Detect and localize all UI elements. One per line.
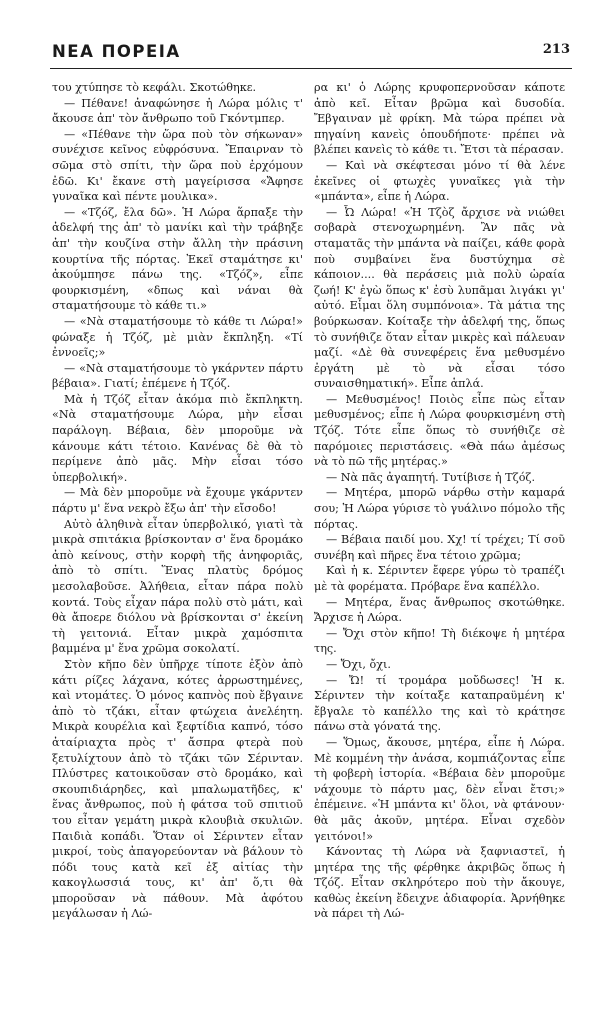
paragraph: — Ὄχι, ὄχι. xyxy=(326,657,391,671)
paragraph: — Πέθανε! ἀναφώνησε ἡ Λώρα μόλις τ' ἄκουσε ἀπ' τὸν ἄνθρωπο τοῦ Γκόντμπερ. xyxy=(52,96,303,126)
page-number: 213 xyxy=(542,42,570,57)
paragraph: Αὐτὸ ἀληθινὰ εἶταν ὑπερβολικό, γιατὶ τὰ μικρὰ σπιτάκια βρίσκονταν σ' ἕνα δρομάκο ἀπὸ κείνους, στὴν κορφὴ τῆς ἀνηφοριᾶς, ἀπὸ τὸ σπίτι. Ἕνας πλατὺς δρόμος μεσολαβοῦσε. Ἀλήθεια, εἶταν πάρα πολὺ κοντά. Τοὺς εἶχαν πάρα πολὺ στὸ μάτι, καὶ θὰ ἄποερε διόλου νὰ βρίσκονται σ' ἐκείνη τὴ γειτονιά. Εἶταν μικρὰ χαμόσπιτα βαμμένα μ' ἕνα χρῶμα σοκολατί. xyxy=(52,517,303,656)
paragraph: — Καὶ νὰ σκέφτεσαι μόνο τί θὰ λένε ἐκεῖνες οἱ φτωχὲς γυναῖκες γιὰ τὴν «μπάντα», εἶπε ἡ Λώρα. xyxy=(314,158,565,204)
right-column xyxy=(314,80,565,922)
paragraph: Κάνοντας τὴ Λώρα νὰ ξαφνιαστεῖ, ἡ μητέρα της τῆς φέρθηκε ἀκριβῶς ὅπως ἡ Τζόζ. Εἶταν σκληρότερο ποὺ τὴν ἄκουγε, καθὼς ἐκείνη ἔδειχνε ἀδιαφορία. Ἀρνήθηκε νὰ πάρει τὴ Λώ- xyxy=(314,845,565,921)
paragraph: — «Νὰ σταματήσουμε τὸ κάθε τι Λώρα!» φώναξε ἡ Τζόζ, μὲ μιὰν ἔκπληξη. «Τί ἐννοεῖς;» xyxy=(52,314,303,360)
paragraph: — Μεθυσμένος! Ποιὸς εἶπε πὼς εἶταν μεθυσμένος; εἶπε ἡ Λώρα φουρκισμένη στὴ Τζόζ. Τότε εἶπε ὅπως τὸ συνήθιζε σὲ παρόμοιες περιστάσεις. «Θὰ πάω ἀμέσως νὰ τὸ πῶ τῆς μητέρας.» xyxy=(314,392,565,469)
paragraph: — Νὰ πᾶς ἀγαπητή. Τυτίβισε ἡ Τζόζ. xyxy=(326,470,536,484)
paragraph: — Μητέρα, ἕνας ἄνθρωπος σκοτώθηκε. Ἄρχισε ἡ Λώρα. xyxy=(314,595,565,625)
paragraph: — Βέβαια παιδί μου. Χχ! τί τρέχει; Τί σοῦ συνέβη καὶ πῆρες ἕνα τέτοιο χρῶμα; xyxy=(314,533,565,562)
running-header xyxy=(52,42,570,68)
paragraph: Καὶ ἡ κ. Σέριντεν ἔφερε γύρω τὸ τραπέζι μὲ τὰ φορέματα. Πρόβαρε ἕνα καπέλλο. xyxy=(314,564,565,593)
paragraph: — «Πέθανε τὴν ὥρα ποὺ τὸν σήκωναν» συνέχισε κεῖνος εὐφρόσυνα. Ἔπαιρναν τὸ σῶμα στὸ σπίτι, τὴν ὥρα ποὺ ἐρχόμουν ἐδῶ. Κι' ἔκανε στὴ μαγείρισσα «Ἄφησε γυναῖκα καὶ πέντε μουλικα». xyxy=(52,127,303,204)
paragraph: Στὸν κῆπο δὲν ὑπῆρχε τίποτε ἐξὸν ἀπὸ κάτι ρίζες λάχανα, κότες ἀρρωστημένες, καὶ ντομάτες. Ὁ μόνος καπνὸς ποὺ ἔβγαινε ἀπὸ τὸ τζάκι, εἶταν φτώχεια ἀνελέητη. Μικρὰ κουρέλια καὶ ξεφτίδια καπνό, τόσο ἀταίριαχτα πρὸς τ' ἄσπρα φτερὰ ποὺ ξετυλίχτουν ἀπὸ τὸ τζάκι τῶν Σέρινταν. Πλύστρες κατοικοῦσαν στὸ δρομάκο, καὶ σκουπιδιάρηδες, καὶ μπαλωματῆδες, κ' ἕνας ἄνθρωπος, ποὺ ἡ φάτσα τοῦ σπιτιοῦ του εἶταν γεμάτη μικρὰ κλουβιὰ σκυλιῶν. Παιδιὰ κοπάδι. Ὅταν οἱ Σέριντεν εἶταν μικροί, τοὺς ἀπαγορεύονταν νὰ βάλουν τὸ πόδι τους κατὰ κεῖ ἐξ αἰτίας τὴν κακογλωσσιά τους, κι' ἀπ' ὅ,τι θὰ μποροῦσαν νὰ πάθουν. Μὰ ἀφότου μεγάλωσαν ἡ Λώ- xyxy=(52,657,303,921)
header-rule xyxy=(50,68,572,69)
paragraph: ρα κι' ὁ Λώρης κρυφοπερνοῦσαν κάποτε ἀπὸ κεῖ. Εἶταν βρῶμα καὶ δυσοδία. Ἔβγαιναν μὲ φρίκη. Μὰ τώρα πρέπει νὰ πηγαίνη κανεὶς ὁπουδήποτε· πρέπει νὰ βλέπει κανεὶς τὸ κάθε τι. Ἔτσι τὰ πέρασαν. xyxy=(314,81,565,157)
left-column xyxy=(52,80,303,922)
paragraph: — Μὰ δὲν μποροῦμε νὰ ἔχουμε γκάρντεν πάρτυ μ' ἕνα νεκρὸ ἔξω ἀπ' τὴν εἴσοδο! xyxy=(52,486,303,516)
paragraph: Μὰ ἡ Τζόζ εἶταν ἀκόμα πιὸ ἔκπληκτη. «Νὰ σταματήσουμε Λώρα, μὴν εἶσαι παράλογη. Βέβαια, δὲν μποροῦμε νὰ κάνουμε κάτι τέτοιο. Κανένας δὲ θὰ τὸ περίμενε ἀπὸ μᾶς. Μὴν εἶσαι τόσο ὑπερβολική». xyxy=(52,392,303,484)
paragraph: — Ὄχι στὸν κῆπο! Τὴ διέκοψε ἡ μητέρα της. xyxy=(314,626,565,656)
journal-title: ΝΕΑ ΠΟΡΕΙΑ xyxy=(52,42,181,61)
paragraph: — Ὤ! τί τρομάρα μοὔδωσες! Ἡ κ. Σέριντεν τὴν κοίταξε καταπραϋμένη κ' ἔβγαλε τὸ καπέλλο της καὶ τὸ κράτησε πάνω στὰ γόνατά της. xyxy=(314,673,565,734)
paragraph: — «Νὰ σταματήσουμε τὸ γκάρντεν πάρτυ βέβαια». Γιατί; ἐπέμενε ἡ Τζόζ. xyxy=(52,361,303,391)
paragraph: — Ὦ Λώρα! «Ἡ Τζὸζ ἄρχισε νὰ νιώθει σοβαρὰ στενοχωρημένη. Ἂν πᾶς νὰ σταματᾶς τὴν μπάντα νὰ παίζει, κάθε φορὰ ποὺ συμβαίνει ἕνα δυστύχημα σὲ κάποιον.... θὰ περάσεις μιὰ πολὺ ὡραία ζωή! Κ' ἐγὼ ὅπως κ' ἐσὺ λυπᾶμαι λιγάκι γι' αὐτό. Εἶμαι ὅλη συμπόνοια». Τὰ μάτια της βούρκωσαν. Κοίταξε τὴν ἀδελφή της, ὅπως τὸ συνήθιζε ὅταν εἶταν μικρὲς καὶ πάλευαν μαζί. «Δὲ θὰ συνεφέρεις ἕνα μεθυσμένο ἐργάτη μὲ τὸ νὰ εἶσαι τόσο συναισθηματική». Εἶπε ἁπλά. xyxy=(314,205,565,391)
paragraph: του χτύπησε τὸ κεφάλι. Σκοτώθηκε. xyxy=(52,81,257,94)
paragraph: — «Τζόζ, ἔλα δῶ». Ἡ Λώρα ἅρπαξε τὴν ἀδελφή της ἀπ' τὸ μανίκι καὶ τὴν τράβηξε ἀπ' τὴν κουζίνα στὴν ἄλλη τὴν πράσινη κουρτίνα τῆς πόρτας. Ἐκεῖ σταμάτησε κι' ἀκούμπησε πάνω της. «Τζόζ», εἶπε φουρκισμένη, «δπως καὶ νάναι θὰ σταματήσουμε τὸ κάθε τι.» xyxy=(52,205,303,313)
paragraph: — Ὅμως, ἄκουσε, μητέρα, εἶπε ἡ Λώρα. Μὲ κομμένη τὴν ἀνάσα, κομπιάζοντας εἶπε τὴ φοβερὴ ἱστορία. «Βέβαια δὲν μποροῦμε νάχουμε τὸ πάρτυ μας, δὲν εἶναι ἔτσι;» ἐπέμεινε. «Ἡ μπάντα κι' ὅλοι, νὰ φτάνουν· θὰ μᾶς ἀκοῦν, μητέρα. Εἶναι σχεδὸν γειτόνοι!» xyxy=(314,735,565,843)
paragraph: — Μητέρα, μπορῶ νάρθω στὴν καμαρά σου; Ἡ Λώρα γύρισε τὸ γυάλινο πόμολο τῆς πόρτας. xyxy=(314,486,565,531)
